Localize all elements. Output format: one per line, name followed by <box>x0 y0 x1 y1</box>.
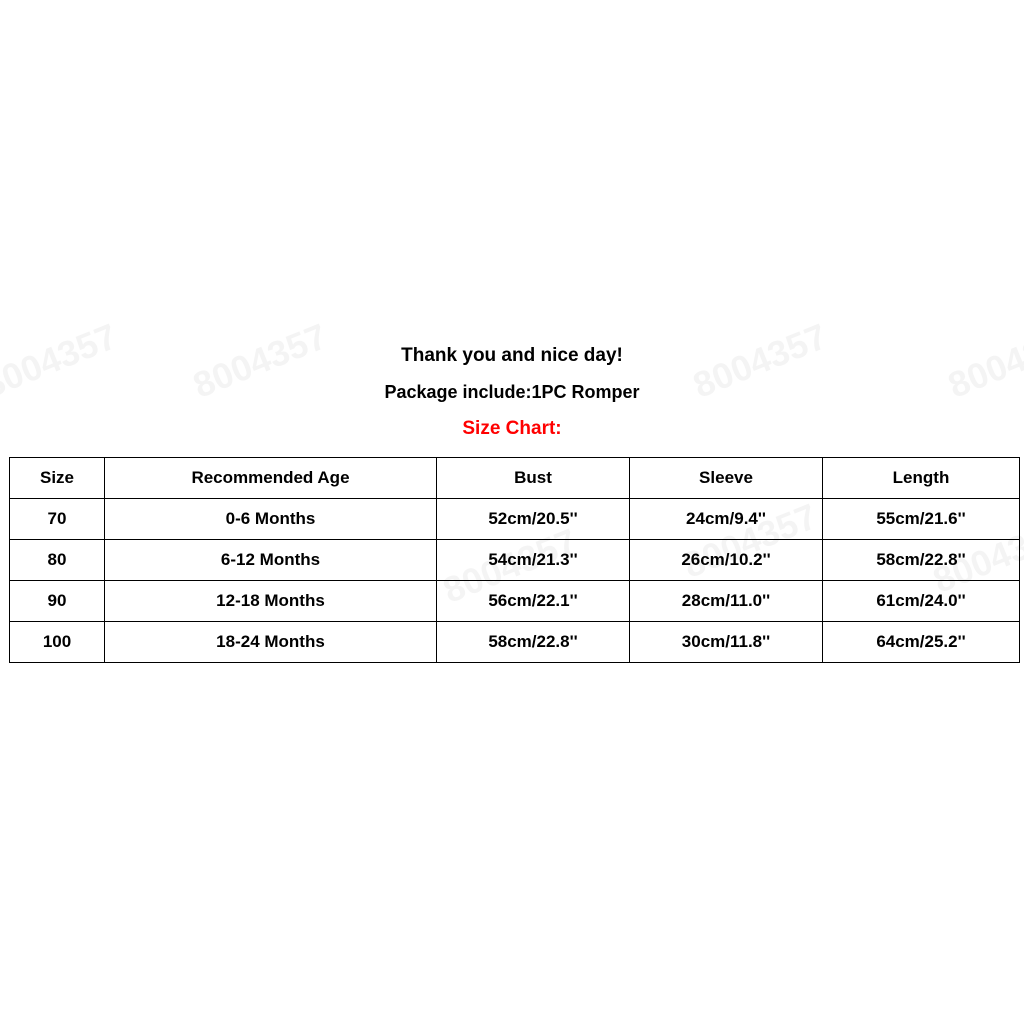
cell-sleeve: 28cm/11.0'' <box>630 581 823 622</box>
column-header-bust: Bust <box>437 458 630 499</box>
cell-length: 61cm/24.0'' <box>823 581 1020 622</box>
cell-age: 6-12 Months <box>105 540 437 581</box>
cell-size: 100 <box>10 622 105 663</box>
cell-bust: 52cm/20.5'' <box>437 499 630 540</box>
table-row <box>10 581 1020 622</box>
cell-length: 58cm/22.8'' <box>823 540 1020 581</box>
cell-sleeve: 30cm/11.8'' <box>630 622 823 663</box>
cell-size: 80 <box>10 540 105 581</box>
cell-bust: 58cm/22.8'' <box>437 622 630 663</box>
table-row <box>10 622 1020 663</box>
cell-size: 90 <box>10 581 105 622</box>
cell-age: 0-6 Months <box>105 499 437 540</box>
cell-length: 55cm/21.6'' <box>823 499 1020 540</box>
table-header-row <box>10 458 1020 499</box>
cell-age: 12-18 Months <box>105 581 437 622</box>
column-header-length: Length <box>823 458 1020 499</box>
cell-size: 70 <box>10 499 105 540</box>
table-row <box>10 540 1020 581</box>
package-info: Package include:1PC Romper <box>384 382 640 402</box>
column-header-size: Size <box>10 458 105 499</box>
cell-sleeve: 26cm/10.2'' <box>630 540 823 581</box>
cell-sleeve: 24cm/9.4'' <box>630 499 823 540</box>
column-header-sleeve: Sleeve <box>630 458 823 499</box>
size-chart-title: Size Chart: <box>462 418 562 439</box>
thanks-message: Thank you and nice day! <box>401 345 623 366</box>
cell-length: 64cm/25.2'' <box>823 622 1020 663</box>
cell-age: 18-24 Months <box>105 622 437 663</box>
column-header-recommended-age: Recommended Age <box>105 458 437 499</box>
cell-bust: 56cm/22.1'' <box>437 581 630 622</box>
size-chart-table <box>9 457 1020 663</box>
table-row <box>10 499 1020 540</box>
cell-bust: 54cm/21.3'' <box>437 540 630 581</box>
